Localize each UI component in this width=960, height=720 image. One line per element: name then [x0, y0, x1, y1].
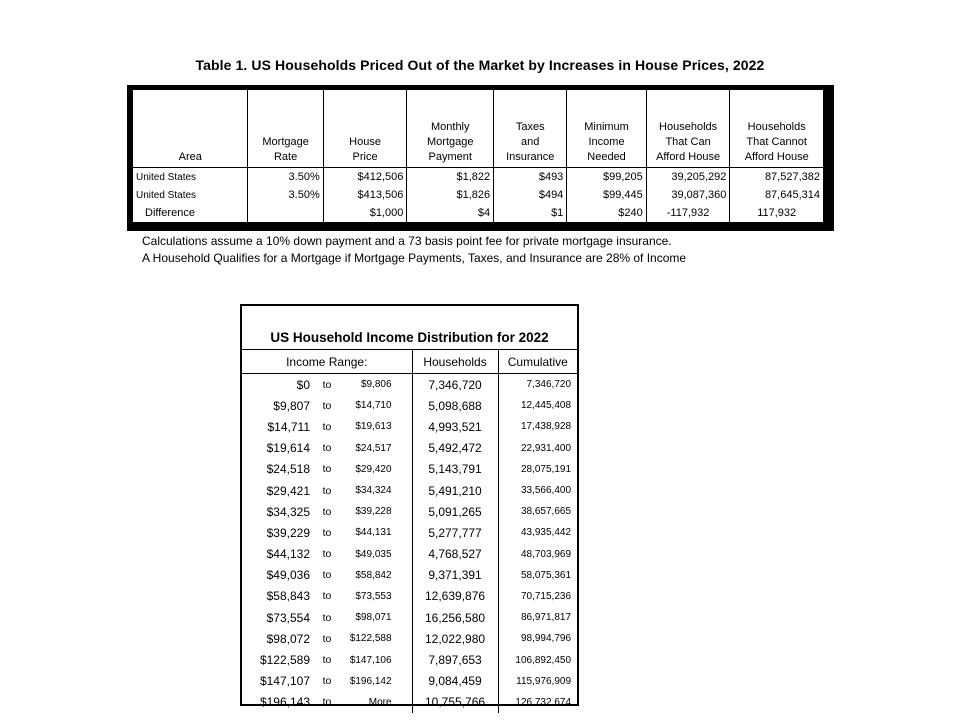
table2-cell-to: to	[322, 569, 332, 582]
table2-cell-to: to	[322, 526, 332, 539]
table2-cell-households: 5,277,777	[412, 522, 498, 543]
table1-note-down-payment: Calculations assume a 10% down payment and a 73 basis point fee for private mortgage insurance.	[142, 234, 672, 248]
table2-cell-cumulative: 38,657,665	[520, 506, 572, 518]
header-line: House	[349, 136, 381, 148]
header-line: Needed	[587, 151, 626, 163]
table2-cell-households: 9,371,391	[412, 565, 498, 586]
table2-row	[242, 649, 577, 670]
table2-cell-high: $39,228	[340, 501, 412, 522]
table2-cell-cumulative: 70,715,236	[520, 590, 572, 602]
table2-row	[242, 480, 577, 501]
table1-cell-cannot: 117,932	[730, 204, 823, 222]
table1-cell-price: $1,000	[323, 204, 407, 222]
table2-cell-to: to	[322, 378, 332, 391]
table2-cell-high: $73,553	[340, 586, 412, 607]
table1-cell-price: $412,506	[323, 168, 407, 187]
table1-cell-area: Difference	[145, 207, 195, 219]
table2-cell-low: $14,711	[267, 419, 310, 434]
table1-cell-can: 39,205,292	[646, 168, 730, 187]
header-line: That Can	[665, 136, 711, 148]
table2-cell-to: to	[322, 463, 332, 476]
table2-cell-low: $147,107	[259, 674, 310, 689]
table2-cell-high: $9,806	[340, 374, 412, 396]
header-line: Afford House	[744, 151, 809, 163]
table2-row	[242, 438, 577, 459]
table2-cell-to: to	[322, 399, 332, 412]
table1-cell-can: 39,087,360	[646, 186, 730, 204]
table2-cell-cumulative: 43,935,442	[520, 527, 572, 539]
table2-cell-high: $122,588	[340, 628, 412, 649]
table1-cell-taxes: $1	[494, 204, 567, 222]
table2-cell-low: $73,554	[266, 610, 310, 625]
table2-cell-households: 5,492,472	[412, 438, 498, 459]
table1-cell-income: $99,205	[567, 168, 646, 187]
table1-cell-rate: 3.50%	[248, 186, 323, 204]
table2-header-row	[242, 350, 577, 374]
table2-row	[242, 586, 577, 607]
table1-cell-taxes: $493	[494, 168, 567, 187]
table2-cell-households: 5,091,265	[412, 501, 498, 522]
table2-row	[242, 374, 577, 396]
table1-inner	[133, 90, 823, 222]
header-line: Mortgage	[262, 136, 309, 148]
header-line: Monthly	[430, 121, 470, 133]
table1-header-cell	[567, 90, 646, 168]
table2-cell-high: $196,142	[340, 671, 412, 692]
table2-cell-low: $24,518	[266, 462, 310, 477]
table1-cell-price: $413,506	[323, 186, 407, 204]
table2-cell-cumulative: 126,732,674	[515, 696, 572, 708]
header-line: Afford House	[656, 151, 721, 163]
table2-cell-cumulative: 17,438,928	[520, 421, 572, 433]
table2-cell-households: 12,022,980	[412, 628, 498, 649]
table1-frame	[127, 85, 834, 231]
table1-header-cell	[494, 90, 567, 168]
table2-row	[242, 692, 577, 713]
header-line: Price	[352, 151, 378, 163]
table1-title: Table 1. US Households Priced Out of the Market by Increases in House Prices, 2022	[195, 57, 765, 73]
table1-header-cell	[407, 90, 494, 168]
table2-cell-cumulative: 115,976,909	[516, 675, 572, 687]
table1-cell-income: $240	[567, 204, 646, 222]
table2-row	[242, 565, 577, 586]
header-line: Minimum	[584, 121, 629, 133]
table2-cell-to: to	[322, 632, 332, 645]
table1-cell-payment: $1,822	[407, 168, 494, 187]
table2-cell-high: $24,517	[340, 438, 412, 459]
table1-row	[133, 186, 823, 204]
table1-note-qualification: A Household Qualifies for a Mortgage if Mortgage Payments, Taxes, and Insurance are 28% of Income	[142, 251, 687, 265]
table2-row	[242, 607, 577, 628]
header-line: Households	[659, 121, 718, 133]
table2-cell-low: $58,843	[266, 589, 310, 604]
header-line: Rate	[273, 151, 298, 163]
table1-cell-cannot: 87,645,314	[730, 186, 823, 204]
table2-cell-low: $196,143	[259, 695, 310, 710]
table2-cell-high: $98,071	[340, 607, 412, 628]
table2-cell-low: $98,072	[266, 631, 310, 646]
table1-header-row	[133, 90, 823, 168]
header-line: Income	[588, 136, 625, 148]
table2-cell-to: to	[322, 611, 332, 624]
table2-cell-high: More	[340, 692, 412, 713]
table1-cell-rate	[248, 204, 323, 222]
table2-cell-cumulative: 33,566,400	[520, 485, 572, 497]
table2-cell-to: to	[322, 696, 332, 709]
table1-row	[133, 204, 823, 222]
table1-cell-payment: $1,826	[407, 186, 494, 204]
table2-cell-cumulative: 48,703,969	[520, 548, 572, 560]
house-price-table	[133, 90, 823, 222]
table2-cell-to: to	[322, 675, 332, 688]
table2-cell-high: $49,035	[340, 544, 412, 565]
table1-cell-can: -117,932	[646, 204, 730, 222]
table2-row	[242, 395, 577, 416]
income-distribution-table	[242, 350, 577, 713]
table1-body	[133, 168, 823, 223]
table2-cell-households: 9,084,459	[412, 671, 498, 692]
table1-cell-payment: $4	[407, 204, 494, 222]
table2-cell-cumulative: 28,075,191	[520, 463, 572, 475]
table2-cell-households: 4,993,521	[412, 416, 498, 437]
table2-cell-households: 5,143,791	[412, 459, 498, 480]
table2-row	[242, 501, 577, 522]
table2-cell-low: $19,614	[266, 441, 310, 456]
table2-cell-low: $34,325	[266, 504, 310, 519]
table2-cell-low: $49,036	[266, 568, 310, 583]
table1-header-cell	[730, 90, 823, 168]
table2-cell-low: $29,421	[266, 483, 310, 498]
header-line: Mortgage	[427, 136, 474, 148]
table1-header-cell	[248, 90, 323, 168]
table2-cell-households: 10,755,766	[412, 692, 498, 713]
table2-cell-cumulative: 7,346,720	[526, 379, 572, 391]
table1-cell-income: $99,445	[567, 186, 646, 204]
table2-row	[242, 522, 577, 543]
table2-cell-households: 7,897,653	[412, 649, 498, 670]
header-line: Taxes	[515, 121, 545, 133]
table1-header-cell	[133, 90, 248, 168]
table2-cell-households: 4,768,527	[412, 544, 498, 565]
table2-cell-high: $14,710	[340, 395, 412, 416]
header-line: Area	[178, 151, 202, 163]
table2-cell-low: $0	[296, 377, 310, 392]
table2-row	[242, 544, 577, 565]
table2-frame	[240, 304, 579, 710]
header-line: Households	[747, 121, 806, 133]
table2-cell-low: $9,807	[273, 398, 310, 413]
header-households: Households	[412, 350, 498, 374]
header-income-range: Income Range:	[242, 350, 412, 374]
table2-cell-cumulative: 86,971,817	[520, 612, 572, 624]
table2-cell-cumulative: 106,892,450	[515, 654, 572, 666]
header-line: Insurance	[506, 151, 555, 163]
table1-cell-cannot: 87,527,382	[730, 168, 823, 187]
table2-cell-cumulative: 98,994,796	[520, 633, 572, 645]
table2-cell-to: to	[322, 420, 332, 433]
table2-cell-high: $29,420	[340, 459, 412, 480]
header-cumulative: Cumulative	[498, 350, 577, 374]
table1-cell-taxes: $494	[494, 186, 567, 204]
table2-row	[242, 459, 577, 480]
table2-row	[242, 416, 577, 437]
table2-cell-households: 7,346,720	[412, 374, 498, 396]
table2-row	[242, 628, 577, 649]
table2-cell-high: $147,106	[340, 649, 412, 670]
table2-cell-high: $44,131	[340, 522, 412, 543]
table2-cell-high: $58,842	[340, 565, 412, 586]
table2-cell-cumulative: 58,075,361	[520, 569, 572, 581]
table2-cell-to: to	[322, 484, 332, 497]
header-line: and	[521, 136, 540, 148]
table2-cell-low: $44,132	[266, 547, 310, 562]
table2-body	[242, 374, 577, 714]
header-line: That Cannot	[746, 136, 807, 148]
table2-title: US Household Income Distribution for 2022	[242, 306, 577, 350]
table2-cell-households: 12,639,876	[412, 586, 498, 607]
table2-cell-to: to	[322, 442, 332, 455]
table2-cell-to: to	[322, 590, 332, 603]
table1-header-cell	[646, 90, 730, 168]
table1-cell-area: United States	[136, 189, 197, 201]
table2-cell-high: $34,324	[340, 480, 412, 501]
table2-cell-to: to	[322, 654, 332, 667]
table2-cell-cumulative: 12,445,408	[520, 400, 572, 412]
table1-cell-rate: 3.50%	[248, 168, 323, 187]
table1-header-cell	[323, 90, 407, 168]
table2-cell-households: 5,491,210	[412, 480, 498, 501]
table2-cell-households: 16,256,580	[412, 607, 498, 628]
table2-cell-low: $122,589	[259, 653, 310, 668]
table2-cell-to: to	[322, 505, 332, 518]
table1-row	[133, 168, 823, 187]
table2-cell-cumulative: 22,931,400	[520, 442, 572, 454]
table2-row	[242, 671, 577, 692]
table2-cell-high: $19,613	[340, 416, 412, 437]
table2-cell-to: to	[322, 548, 332, 561]
table1-cell-area: United States	[136, 171, 197, 183]
table2-cell-households: 5,098,688	[412, 395, 498, 416]
header-line: Payment	[428, 151, 472, 163]
table2-cell-low: $39,229	[266, 525, 310, 540]
